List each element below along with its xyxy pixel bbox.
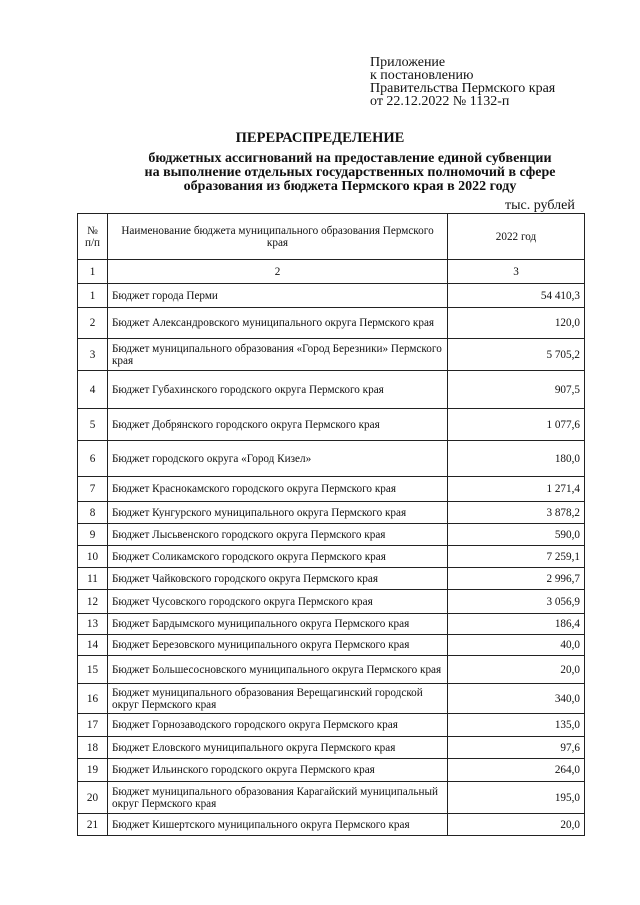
row-value: 195,0 bbox=[448, 782, 585, 814]
table-row bbox=[78, 441, 585, 477]
row-number: 13 bbox=[78, 614, 108, 635]
row-name: Бюджет Бардымского муниципального округа Пермского края bbox=[108, 614, 448, 635]
row-name: Бюджет муниципального образования Верещагинский городской округ Пермского края bbox=[108, 684, 448, 714]
table-row bbox=[78, 714, 585, 737]
header-num: № п/п bbox=[78, 214, 108, 260]
row-value: 120,0 bbox=[448, 308, 585, 339]
row-name: Бюджет городского округа «Город Кизел» bbox=[108, 441, 448, 477]
col-number-1: 1 bbox=[78, 260, 108, 284]
row-name: Бюджет Чайковского городского округа Пермского края bbox=[108, 568, 448, 590]
header-name: Наименование бюджета муниципального образования Пермского края bbox=[108, 214, 448, 260]
row-number: 9 bbox=[78, 524, 108, 546]
row-name: Бюджет Еловского муниципального округа Пермского края bbox=[108, 737, 448, 759]
row-value: 1 271,4 bbox=[448, 477, 585, 502]
row-value: 7 259,1 bbox=[448, 546, 585, 568]
table-row bbox=[78, 684, 585, 714]
col-number-3: 3 bbox=[448, 260, 585, 284]
row-number: 16 bbox=[78, 684, 108, 714]
table-body bbox=[78, 284, 585, 836]
table-row bbox=[78, 635, 585, 656]
table-row bbox=[78, 568, 585, 590]
row-name: Бюджет муниципального образования «Город Березники» Пермского края bbox=[108, 339, 448, 371]
row-number: 8 bbox=[78, 502, 108, 524]
header-year: 2022 год bbox=[448, 214, 585, 260]
row-value: 264,0 bbox=[448, 759, 585, 782]
row-value: 340,0 bbox=[448, 684, 585, 714]
row-value: 180,0 bbox=[448, 441, 585, 477]
table-row bbox=[78, 614, 585, 635]
row-name: Бюджет Березовского муниципального округа Пермского края bbox=[108, 635, 448, 656]
table-row bbox=[78, 759, 585, 782]
row-value: 2 996,7 bbox=[448, 568, 585, 590]
subtitle-line-1: бюджетных ассигнований на предоставление единой субвенции bbox=[148, 151, 552, 166]
row-name: Бюджет муниципального образования Карагайский муниципальный округ Пермского края bbox=[108, 782, 448, 814]
row-name: Бюджет Губахинского городского округа Пермского края bbox=[108, 371, 448, 409]
table-row bbox=[78, 339, 585, 371]
table-row bbox=[78, 502, 585, 524]
row-value: 5 705,2 bbox=[448, 339, 585, 371]
table-row bbox=[78, 409, 585, 441]
table-row bbox=[78, 656, 585, 684]
appendix-line-1: Приложение bbox=[370, 55, 446, 70]
row-number: 2 bbox=[78, 308, 108, 339]
column-number-row bbox=[78, 260, 585, 284]
row-number: 3 bbox=[78, 339, 108, 371]
row-value: 135,0 bbox=[448, 714, 585, 737]
row-number: 14 bbox=[78, 635, 108, 656]
row-value: 186,4 bbox=[448, 614, 585, 635]
row-value: 3 878,2 bbox=[448, 502, 585, 524]
table-row bbox=[78, 737, 585, 759]
row-number: 5 bbox=[78, 409, 108, 441]
row-number: 7 bbox=[78, 477, 108, 502]
budget-table bbox=[77, 213, 585, 836]
table-header-row bbox=[78, 214, 585, 260]
row-number: 21 bbox=[78, 814, 108, 836]
row-value: 1 077,6 bbox=[448, 409, 585, 441]
row-number: 10 bbox=[78, 546, 108, 568]
table-row bbox=[78, 546, 585, 568]
row-value: 97,6 bbox=[448, 737, 585, 759]
row-number: 19 bbox=[78, 759, 108, 782]
row-number: 6 bbox=[78, 441, 108, 477]
row-name: Бюджет Александровского муниципального округа Пермского края bbox=[108, 308, 448, 339]
row-value: 40,0 bbox=[448, 635, 585, 656]
row-name: Бюджет города Перми bbox=[108, 284, 448, 308]
row-value: 907,5 bbox=[448, 371, 585, 409]
row-name: Бюджет Краснокамского городского округа Пермского края bbox=[108, 477, 448, 502]
table-row bbox=[78, 284, 585, 308]
row-number: 17 bbox=[78, 714, 108, 737]
table-row bbox=[78, 782, 585, 814]
row-value: 20,0 bbox=[448, 656, 585, 684]
row-name: Бюджет Кишертского муниципального округа Пермского края bbox=[108, 814, 448, 836]
table-row bbox=[78, 814, 585, 836]
col-number-2: 2 bbox=[108, 260, 448, 284]
row-value: 590,0 bbox=[448, 524, 585, 546]
row-number: 1 bbox=[78, 284, 108, 308]
unit-label: тыс. рублей bbox=[505, 198, 575, 213]
appendix-line-4: от 22.12.2022 № 1132-п bbox=[370, 94, 510, 109]
appendix-line-3: Правительства Пермского края bbox=[370, 81, 556, 96]
row-value: 54 410,3 bbox=[448, 284, 585, 308]
table-row bbox=[78, 590, 585, 614]
table-row bbox=[78, 308, 585, 339]
row-number: 11 bbox=[78, 568, 108, 590]
document-subtitle bbox=[80, 152, 620, 194]
document-title: ПЕРЕРАСПРЕДЕЛЕНИЕ bbox=[235, 130, 405, 146]
subtitle-line-3: образования из бюджета Пермского края в 2022 году bbox=[183, 179, 517, 194]
row-value: 20,0 bbox=[448, 814, 585, 836]
table-row bbox=[78, 371, 585, 409]
table-row bbox=[78, 524, 585, 546]
row-number: 20 bbox=[78, 782, 108, 814]
row-name: Бюджет Лысьвенского городского округа Пермского края bbox=[108, 524, 448, 546]
row-name: Бюджет Соликамского городского округа Пермского края bbox=[108, 546, 448, 568]
row-name: Бюджет Большесосновского муниципального округа Пермского края bbox=[108, 656, 448, 684]
row-number: 15 bbox=[78, 656, 108, 684]
row-name: Бюджет Добрянского городского округа Пермского края bbox=[108, 409, 448, 441]
row-name: Бюджет Чусовского городского округа Пермского края bbox=[108, 590, 448, 614]
appendix-line-2: к постановлению bbox=[370, 68, 474, 83]
subtitle-line-2: на выполнение отдельных государственных полномочий в сфере bbox=[144, 165, 556, 180]
row-number: 12 bbox=[78, 590, 108, 614]
table-row bbox=[78, 477, 585, 502]
appendix-block bbox=[370, 56, 555, 108]
row-name: Бюджет Горнозаводского городского округа Пермского края bbox=[108, 714, 448, 737]
row-number: 18 bbox=[78, 737, 108, 759]
row-number: 4 bbox=[78, 371, 108, 409]
row-name: Бюджет Кунгурского муниципального округа Пермского края bbox=[108, 502, 448, 524]
row-value: 3 056,9 bbox=[448, 590, 585, 614]
row-name: Бюджет Ильинского городского округа Пермского края bbox=[108, 759, 448, 782]
